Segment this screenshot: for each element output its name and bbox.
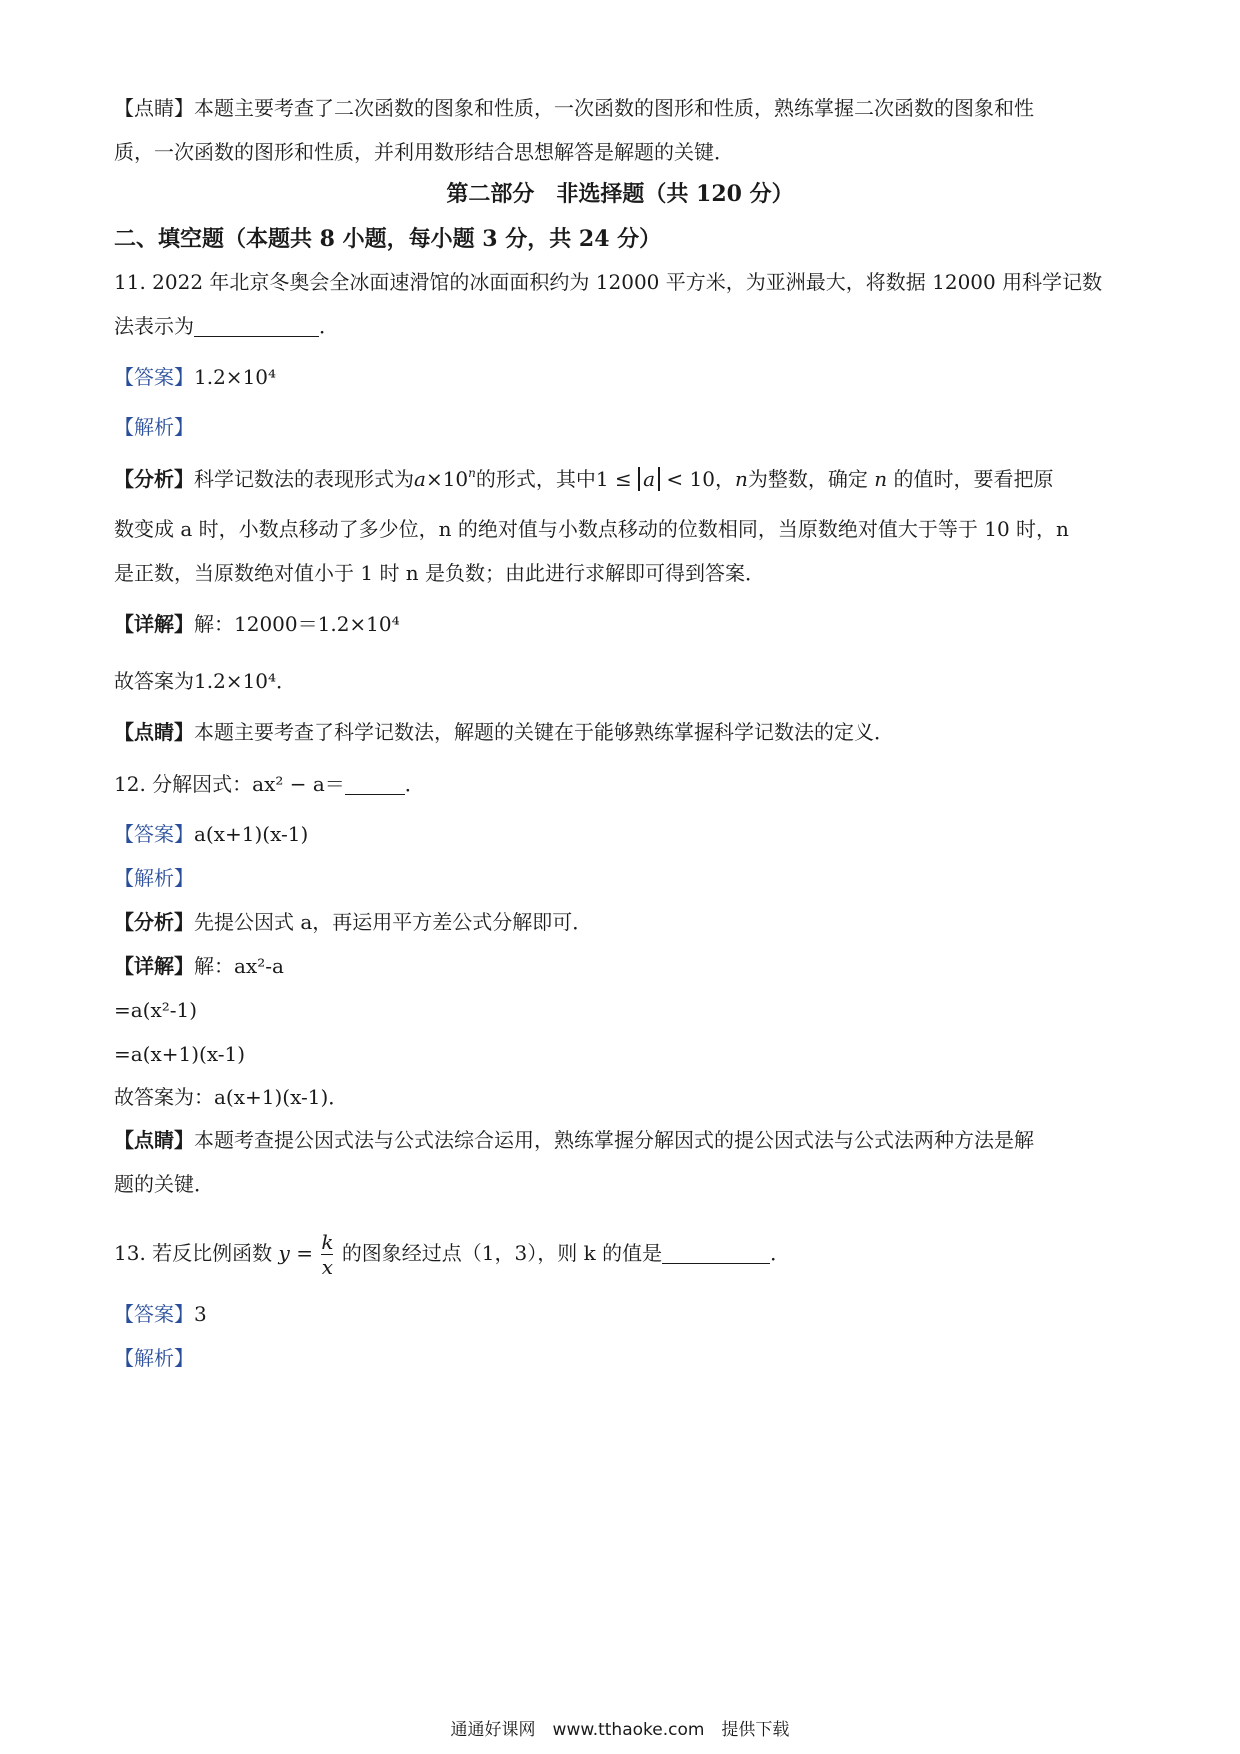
q13-text-2: 的图象经过点（1，3），则 k 的值是: [341, 1241, 663, 1265]
q12-dianjing-line-1: [114, 1126, 1034, 1154]
q12-xiangjie: 解：ax²-a: [194, 954, 284, 978]
q11-text: 法表示为: [114, 314, 194, 338]
answer-tag: 【答案】: [114, 365, 194, 389]
q13-blank: [662, 1243, 770, 1264]
q12-step-1: =a(x²-1): [114, 998, 198, 1022]
q12-dianjing-1: 本题考查提公因式法与公式法综合运用，熟练掌握分解因式的提公因式法与公式法两种方法是解: [194, 1128, 1034, 1152]
q12-xiangjie-line: [114, 952, 284, 980]
footer-text: 通通好课网 www.tthaoke.com 提供下载: [450, 1720, 790, 1740]
q13-answer: 3: [194, 1302, 207, 1326]
q11-xiangjie-line: [114, 610, 400, 638]
q11-fenxi-line-3: 是正数，当原数绝对值小于 1 时 n 是负数；由此进行求解即可得到答案．: [114, 561, 766, 585]
q11-fenxi-text-2: 的形式，其中: [475, 467, 596, 491]
q11-xiangjie: 解：12000＝1.2×10⁴: [194, 612, 400, 636]
dianjing-tag: 【点睛】: [114, 1128, 194, 1152]
dianjing-line-2: 质，一次函数的图形和性质，并利用数形结合思想解答是解题的关键．: [114, 140, 734, 164]
xiangjie-tag: 【详解】: [114, 954, 194, 978]
q11-dianjing: 本题主要考查了科学记数法，解题的关键在于能够熟练掌握科学记数法的定义．: [194, 720, 894, 744]
q12-fenxi: 先提公因式 a，再运用平方差公式分解即可．: [194, 910, 593, 934]
q12-dianjing-line-2: 题的关键．: [114, 1172, 214, 1196]
q11-line-2: 法表示为 ．: [114, 314, 339, 338]
q11-answer-line: [114, 363, 276, 391]
q11-blank: [194, 316, 319, 337]
q13-answer-line: [114, 1300, 207, 1328]
q11-fenxi-text-3: 为整数，确定: [747, 467, 868, 491]
q12-blank: [345, 774, 405, 795]
q12-answer: a(x+1)(x-1): [194, 822, 309, 846]
fraction-k-over-x: $\frac{k}{x}$: [321, 1230, 334, 1279]
q11-dianjing-line: [114, 718, 894, 746]
q12-fenxi-line: [114, 908, 592, 936]
dianjing-tag: 【点睛】: [114, 720, 194, 744]
q11-gu-line: 故答案为1.2×10⁴．: [114, 669, 297, 693]
q12-gu-line: 故答案为：a(x+1)(x-1)．: [114, 1085, 349, 1109]
q12-answer-line: [114, 820, 308, 848]
q12-analysis-tag: 【解析】: [114, 866, 194, 890]
q11-line-1: 11. 2022 年北京冬奥会全冰面速滑馆的冰面面积约为 12000 平方米，为亚洲最大，将数据 12000 用科学记数: [114, 270, 1103, 294]
q11-answer: 1.2×10⁴: [194, 365, 277, 389]
q11-fenxi-text-4: 的值时，要看把原: [893, 467, 1054, 491]
q13-analysis-tag: 【解析】: [114, 1346, 194, 1370]
q12-text: 12. 分解因式：ax² − a＝: [114, 772, 345, 796]
answer-tag: 【答案】: [114, 1302, 194, 1326]
q12-step-2: =a(x+1)(x-1): [114, 1042, 246, 1066]
q11-fenxi-text-1: 科学记数法的表现形式为: [194, 467, 414, 491]
dianjing-line-1: 【点睛】本题主要考查了二次函数的图象和性质，一次函数的图形和性质，熟练掌握二次函数的图象和性: [114, 96, 1034, 120]
q11-fenxi-line-2: 数变成 a 时，小数点移动了多少位，n 的绝对值与小数点移动的位数相同，当原数绝对值大于等于 10 时，n: [114, 517, 1069, 541]
part-heading: 第二部分 非选择题（共 120 分）: [446, 181, 794, 207]
q12-line: 12. 分解因式：ax² − a＝ ．: [114, 772, 425, 796]
q11-analysis-tag: 【解析】: [114, 415, 194, 439]
q13-text-1: 13. 若反比例函数: [114, 1241, 273, 1265]
fenxi-tag: 【分析】: [114, 467, 194, 491]
q13-line: 13. 若反比例函数 y = $\frac{k}{x}$ 的图象经过点（1，3），则 k 的值是 ．: [114, 1230, 791, 1279]
xiangjie-tag: 【详解】: [114, 612, 194, 636]
answer-tag: 【答案】: [114, 822, 194, 846]
q11-fenxi-line-1: 【分析】科学记数法的表现形式为$a\times 10^n$的形式，其中1 ≤ a < 10，n为整数，确定 n 的值时，要看把原: [114, 466, 1054, 491]
section-heading: 二、填空题（本题共 8 小题，每小题 3 分，共 24 分）: [114, 226, 662, 252]
fenxi-tag: 【分析】: [114, 910, 194, 934]
